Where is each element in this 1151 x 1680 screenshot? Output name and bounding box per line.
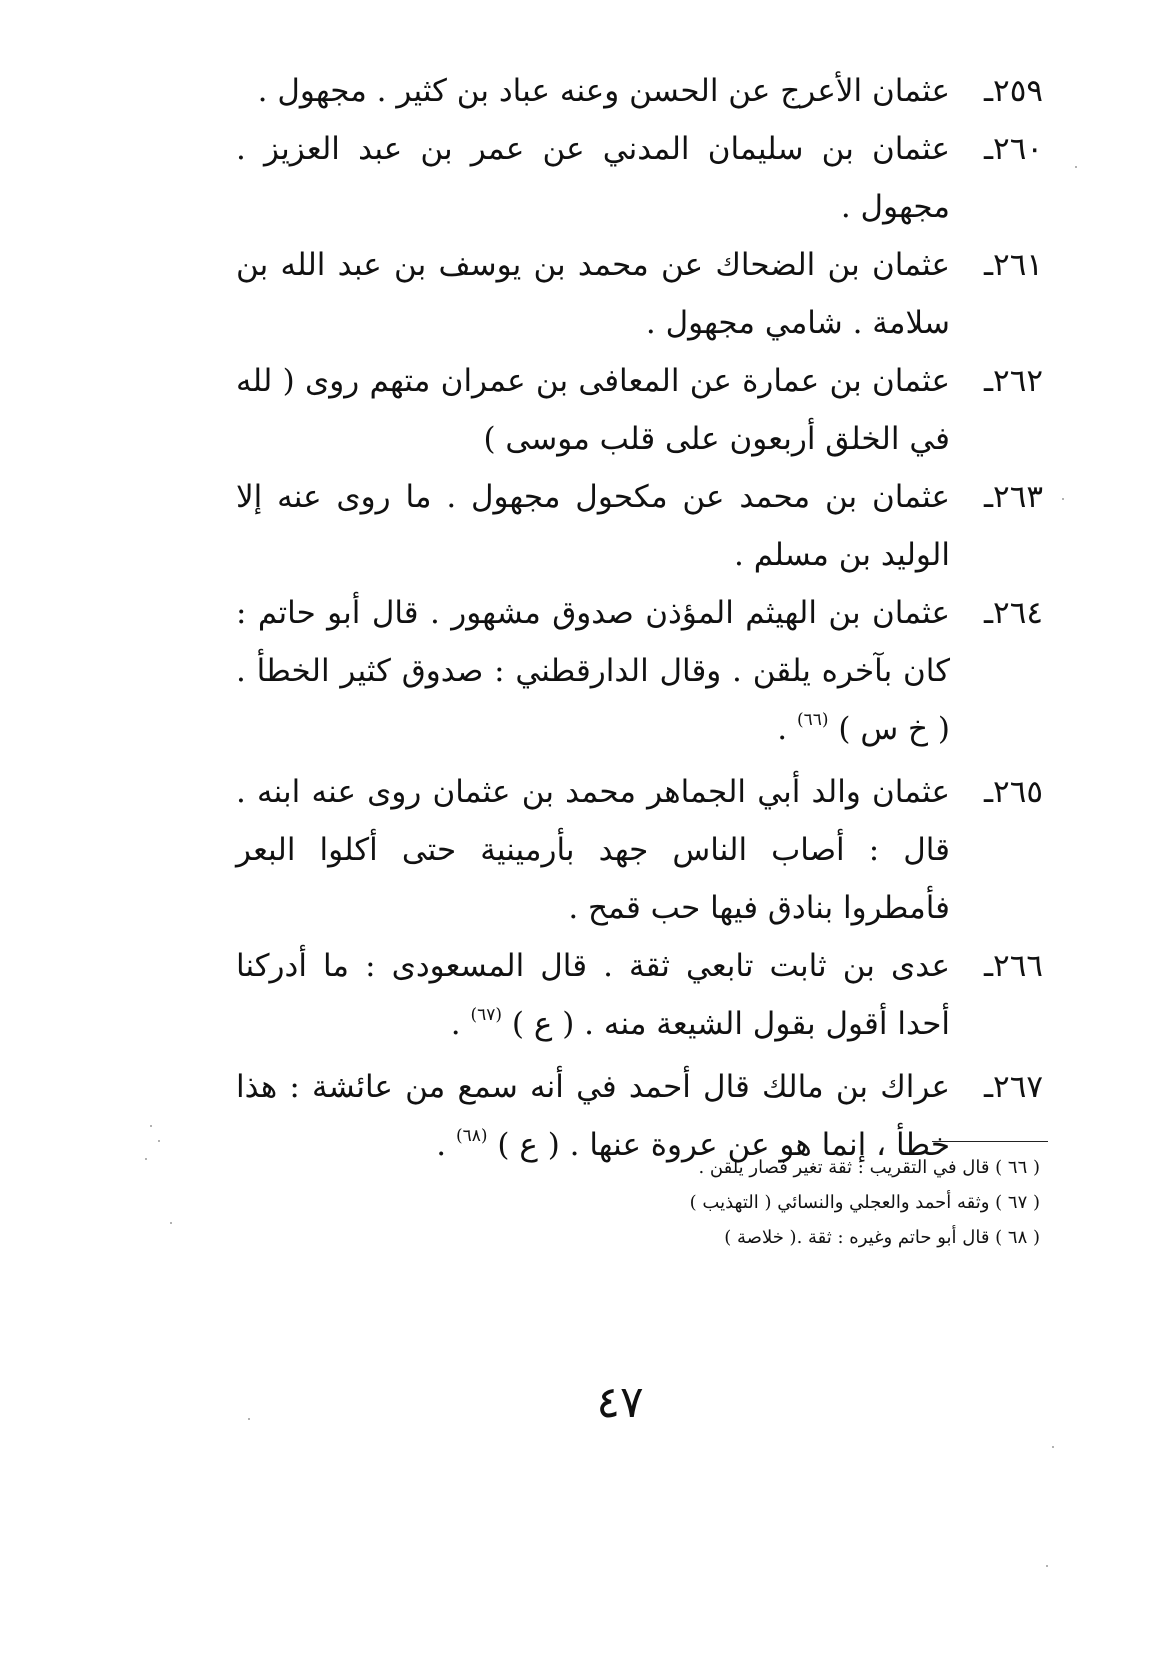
entry-266: [236, 937, 1043, 1058]
entry-text: عثمان والد أبي الجماهر محمد بن عثمان روى عنه ابنه . قال : أصاب الناس جهد بأرمينية حتى أكلوا البعر فأمطروا بنادق فيها حب قمح .: [236, 774, 950, 926]
entry-number: ٢٦٦ـ: [983, 948, 1043, 984]
scan-speck: [1062, 498, 1064, 500]
scan-speck: [170, 1222, 172, 1224]
entry-number: ٢٦٣ـ: [983, 479, 1043, 515]
footnote-66: ( ٦٦ ) قال في التقريب : ثقة تغير فصار يلقن .: [698, 1157, 1040, 1178]
entry-262: [236, 352, 1043, 468]
entry-265: [236, 763, 1043, 937]
footnotes: [500, 1150, 1040, 1255]
entry-text: عثمان بن الضحاك عن محمد بن يوسف بن عبد الله بن سلامة . شامي مجهول .: [236, 247, 950, 341]
entry-264: [236, 584, 1043, 763]
footnote-67: ( ٦٧ ) وثقه أحمد والعجلي والنسائي ( التهذيب ): [689, 1192, 1040, 1213]
entry-number: ٢٦٠ـ: [983, 131, 1043, 167]
entry-259: [236, 62, 1043, 120]
entry-263: [236, 468, 1043, 584]
page-number: ٤٧: [596, 1377, 644, 1428]
entry-number: ٢٥٩ـ: [983, 73, 1043, 109]
scan-speck: [1075, 166, 1077, 168]
scan-speck: [145, 1158, 147, 1160]
entries-list: [236, 62, 1043, 1179]
entry-text: عثمان بن محمد عن مكحول مجهول . ما روى عنه إلا الوليد بن مسلم .: [236, 479, 950, 573]
entry-261: [236, 236, 1043, 352]
scan-speck: [1052, 1446, 1054, 1448]
entry-text: عثمان بن عمارة عن المعافى بن عمران متهم روى ( لله في الخلق أربعون على قلب موسى ): [236, 363, 950, 457]
entry-text-with-note: عدى بن ثابت تابعي ثقة . قال المسعودى : ما أدركنا أحدا أقول بقول الشيعة منه . ( ع ) $^{(٦٧)}$ .: [236, 948, 950, 1042]
entry-text: عراك بن مالك قال أحمد في أنه سمع من عائشة : هذا خطأ ، إنما هو عن عروة عنها . ( ع ): [236, 1069, 950, 1163]
footnote-marker: (٦٦): [796, 710, 829, 730]
entry-number: ٢٦١ـ: [983, 247, 1043, 283]
footnote-separator: [932, 1141, 1048, 1142]
scan-speck: [1046, 1565, 1048, 1567]
footnote-68: ( ٦٨ ) قال أبو حاتم وغيره : ثقة .( خلاصة ): [724, 1227, 1040, 1248]
scan-speck: [150, 1125, 152, 1127]
footnote-marker: (٦٧): [470, 1005, 503, 1025]
entry-260: [236, 120, 1043, 236]
entry-number: ٢٦٤ـ: [983, 595, 1043, 631]
scan-speck: [158, 1140, 160, 1142]
entry-text: عثمان بن الهيثم المؤذن صدوق مشهور . قال أبو حاتم : كان بآخره يلقن . وقال الدارقطني : صدوق كثير الخطأ . ( خ س ): [236, 595, 950, 747]
footnote-marker: (٦٨): [456, 1126, 488, 1146]
entry-text-with-note: عثمان بن الهيثم المؤذن صدوق مشهور . قال أبو حاتم : كان بآخره يلقن . وقال الدارقطني : صدوق كثير الخطأ . ( خ س ) $^{(٦٦)}$ .: [236, 595, 950, 747]
scan-speck: [248, 1418, 250, 1420]
entry-text: عثمان الأعرج عن الحسن وعنه عباد بن كثير . مجهول .: [257, 73, 950, 109]
entry-text: عدى بن ثابت تابعي ثقة . قال المسعودى : ما أدركنا أحدا أقول بقول الشيعة منه . ( ع ): [236, 948, 950, 1042]
entry-text-with-note: عراك بن مالك قال أحمد في أنه سمع من عائشة : هذا خطأ ، إنما هو عن عروة عنها . ( ع ) $^{(٦٨)}$ .: [236, 1069, 950, 1163]
entry-number: ٢٦٥ـ: [983, 774, 1043, 810]
entry-number: ٢٦٢ـ: [983, 363, 1043, 399]
entry-text: عثمان بن سليمان المدني عن عمر بن عبد العزيز . مجهول .: [236, 131, 950, 225]
entry-number: ٢٦٧ـ: [983, 1069, 1043, 1105]
